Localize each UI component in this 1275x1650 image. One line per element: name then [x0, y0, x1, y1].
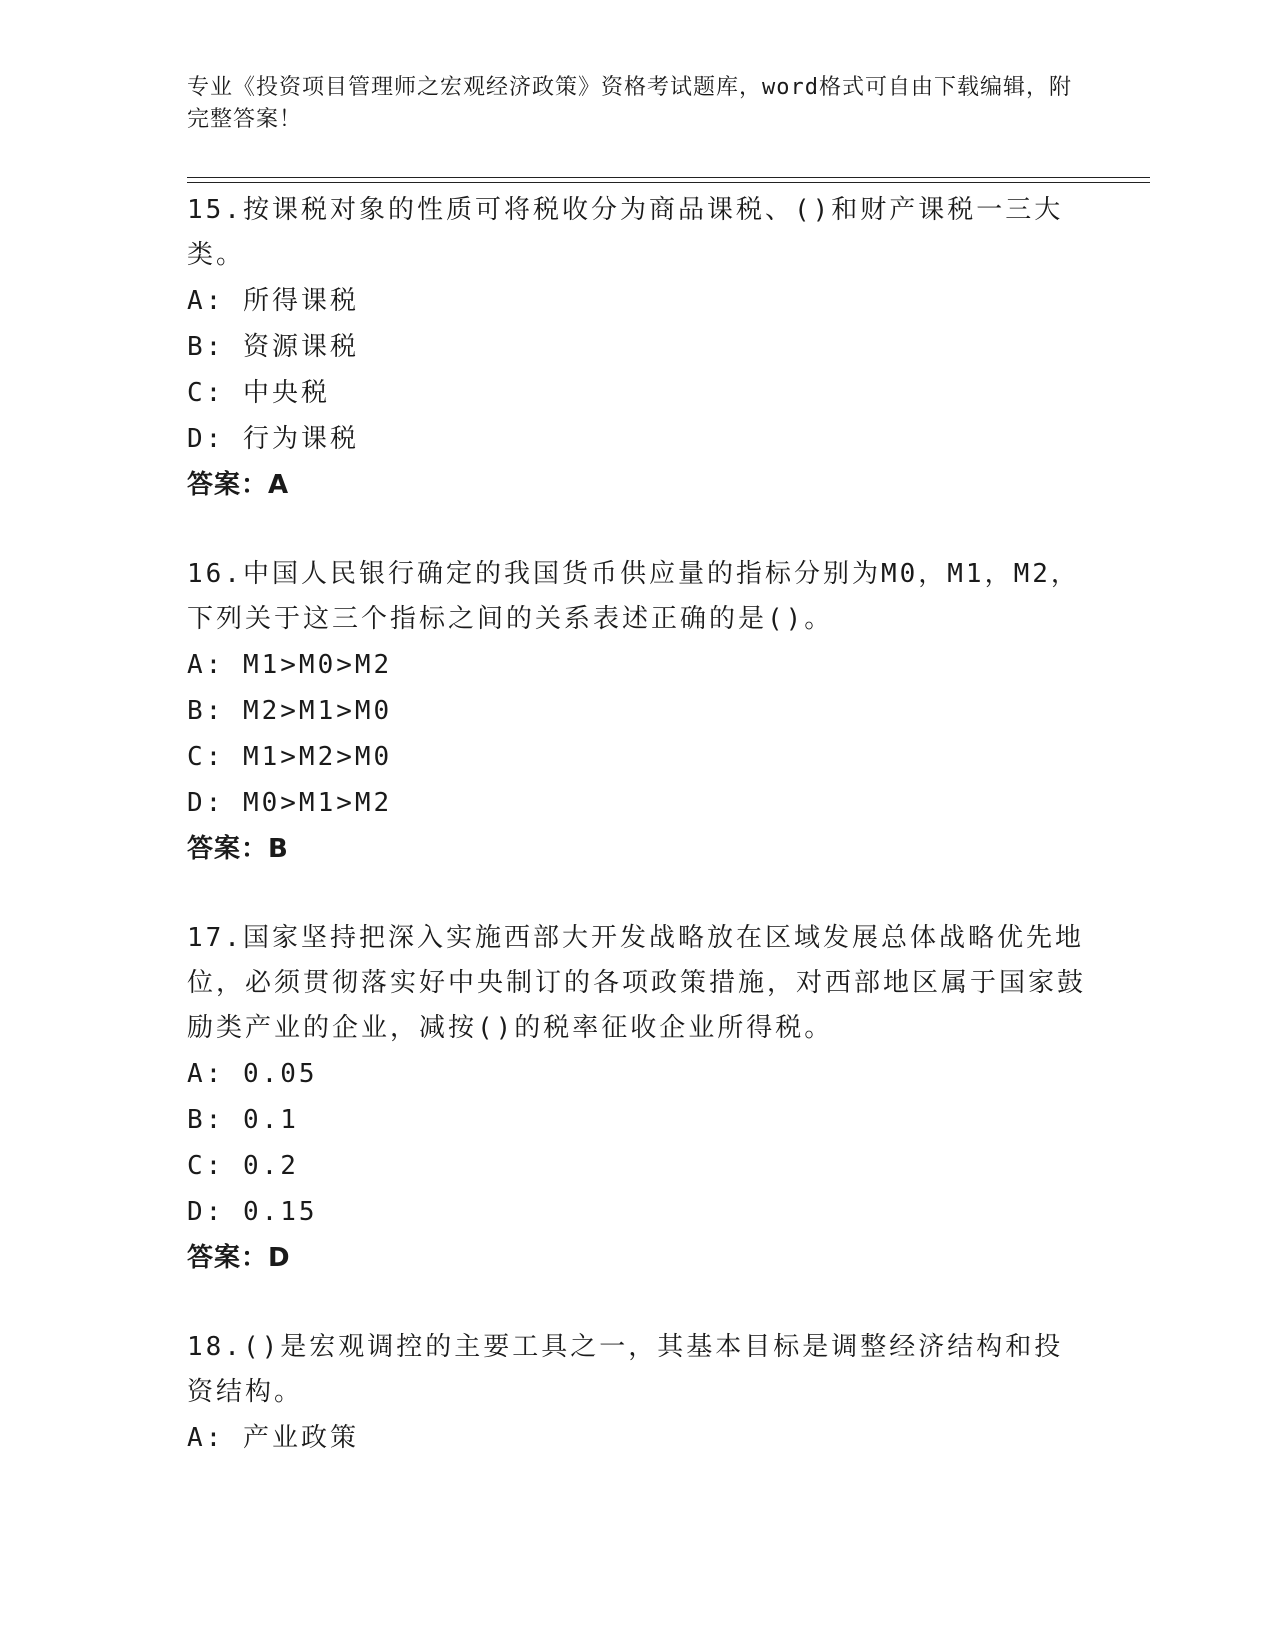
answer-line: 答案：D: [187, 1243, 291, 1273]
document-header: 专业《投资项目管理师之宏观经济政策》资格考试题库，word格式可自由下载编辑，附完整答案！: [187, 75, 1072, 132]
option-b: B: 0.1: [187, 1105, 299, 1135]
question-text: 15.按课税对象的性质可将税收分为商品课税、()和财产课税一三大类。: [187, 195, 1064, 270]
question-text: 18.()是宏观调控的主要工具之一，其基本目标是调整经济结构和投资结构。: [187, 1332, 1064, 1407]
option-a: A: 产业政策: [187, 1423, 359, 1453]
answer-line: 答案：A: [187, 470, 290, 500]
question-text: 17.国家坚持把深入实施西部大开发战略放在区域发展总体战略优先地位，必须贯彻落实好中央制订的各项政策措施，对西部地区属于国家鼓励类产业的企业，减按()的税率征收企业所得税。: [187, 923, 1087, 1043]
option-b: B: M2>M1>M0: [187, 696, 393, 726]
header-divider-bottom: [187, 182, 1150, 183]
option-c: C: 0.2: [187, 1151, 299, 1181]
option-d: D: 0.15: [187, 1197, 318, 1227]
option-d: D: 行为课税: [187, 424, 359, 454]
option-a: A: M1>M0>M2: [187, 650, 393, 680]
question-17: [187, 916, 1087, 1281]
header-divider-top: [187, 177, 1150, 178]
option-c: C: 中央税: [187, 378, 330, 408]
question-16: [187, 552, 1087, 872]
question-18: [187, 1325, 1087, 1461]
question-15: [187, 188, 1087, 508]
option-c: C: M1>M2>M0: [187, 742, 393, 772]
option-d: D: M0>M1>M2: [187, 788, 393, 818]
question-text: 16.中国人民银行确定的我国货币供应量的指标分别为M0，M1，M2，下列关于这三个指标之间的关系表述正确的是()。: [187, 559, 1080, 634]
option-a: A: 0.05: [187, 1059, 318, 1089]
option-b: B: 资源课税: [187, 332, 359, 362]
question-list: [187, 188, 1087, 1505]
answer-line: 答案：B: [187, 834, 289, 864]
option-a: A: 所得课税: [187, 286, 359, 316]
